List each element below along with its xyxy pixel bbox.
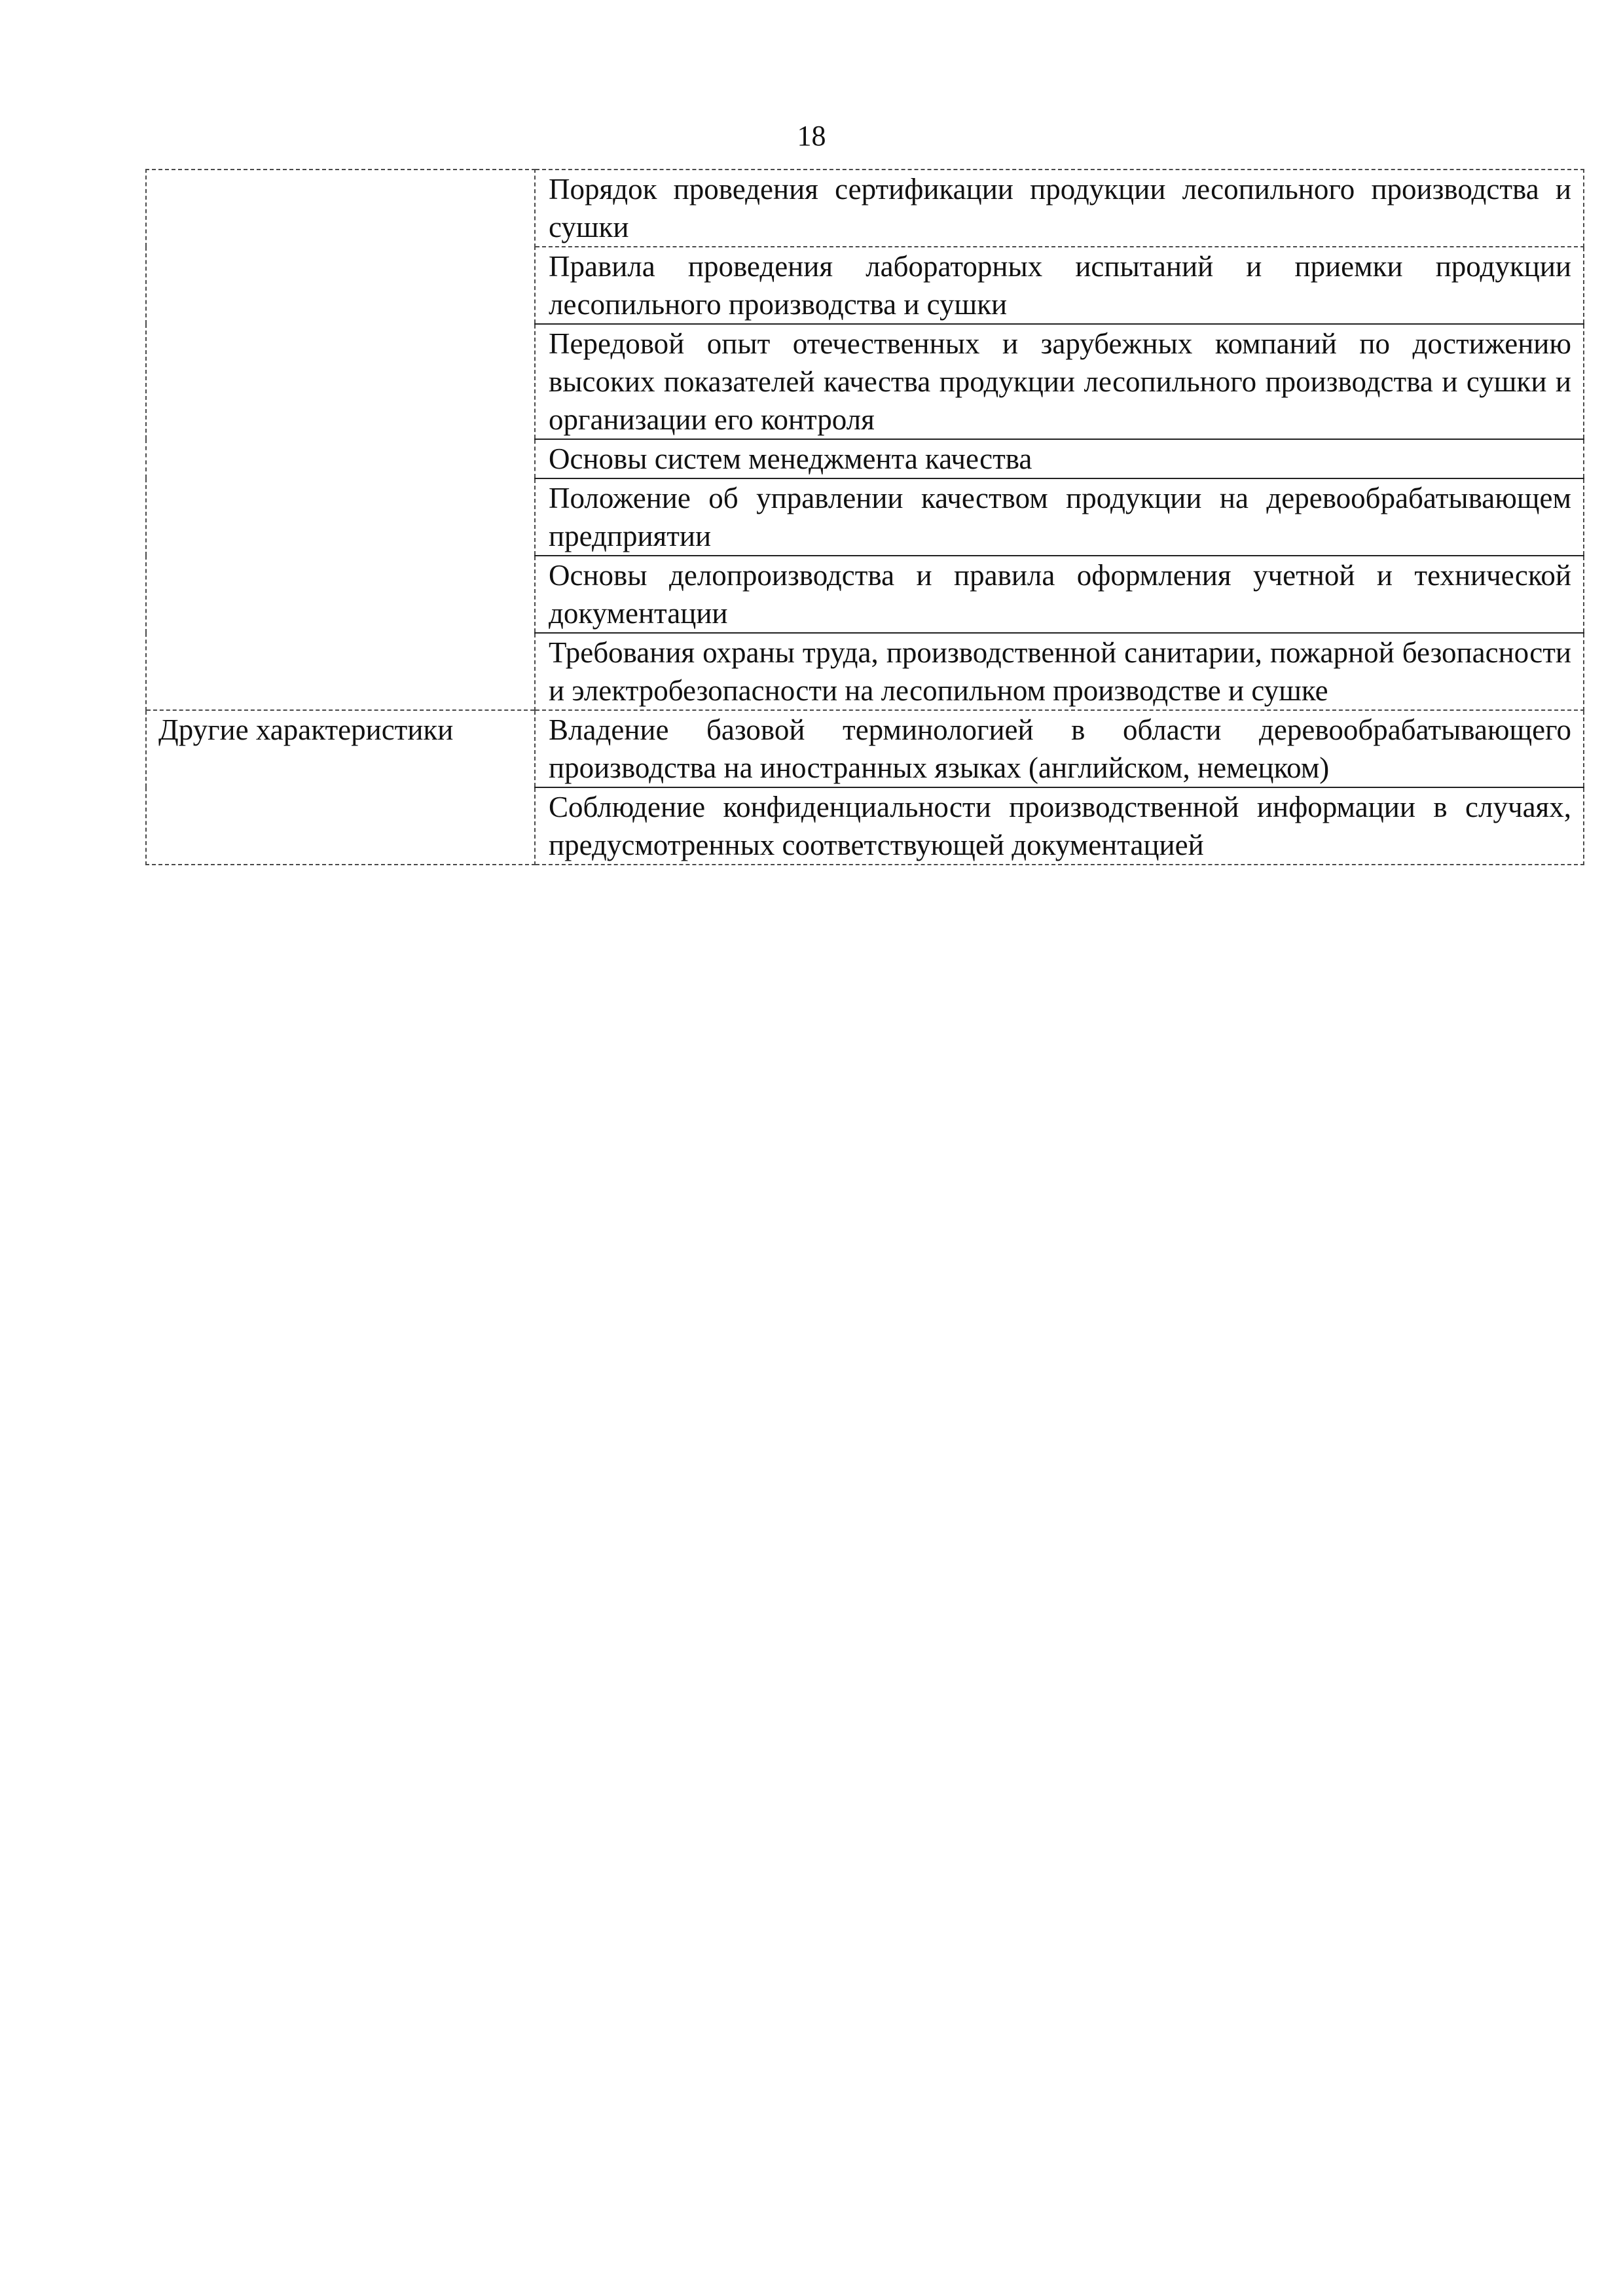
table-cell: Основы делопроизводства и правила оформления учетной и технической документации: [535, 556, 1584, 633]
characteristics-table: [145, 169, 1584, 865]
table-cell: Владение базовой терминологией в области деревообрабатывающего производства на иностранных языках (английском, немецком): [535, 710, 1584, 787]
table-cell: Правила проведения лабораторных испытаний и приемки продукции лесопильного производства и сушки: [535, 247, 1584, 324]
table-cell: Соблюдение конфиденциальности производственной информации в случаях, предусмотренных соответствующей документацией: [535, 787, 1584, 865]
table-cell: Положение об управлении качеством продукции на деревообрабатывающем предприятии: [535, 478, 1584, 556]
table-cell: Основы систем менеджмента качества: [535, 439, 1584, 478]
table-cell: Требования охраны труда, производственной санитарии, пожарной безопасности и электробезопасности на лесопильном производстве и сушке: [535, 633, 1584, 710]
table-row: [146, 710, 1584, 787]
table-row: [146, 170, 1584, 247]
table-cell: Порядок проведения сертификации продукции лесопильного производства и сушки: [535, 170, 1584, 247]
table-cell: Передовой опыт отечественных и зарубежных компаний по достижению высоких показателей качества продукции лесопильного производства и сушки и организации его контроля: [535, 324, 1584, 439]
knowledge-label-cell: [146, 170, 535, 710]
page-number: 18: [797, 120, 826, 152]
section-label-cell: Другие характеристики: [146, 710, 535, 865]
